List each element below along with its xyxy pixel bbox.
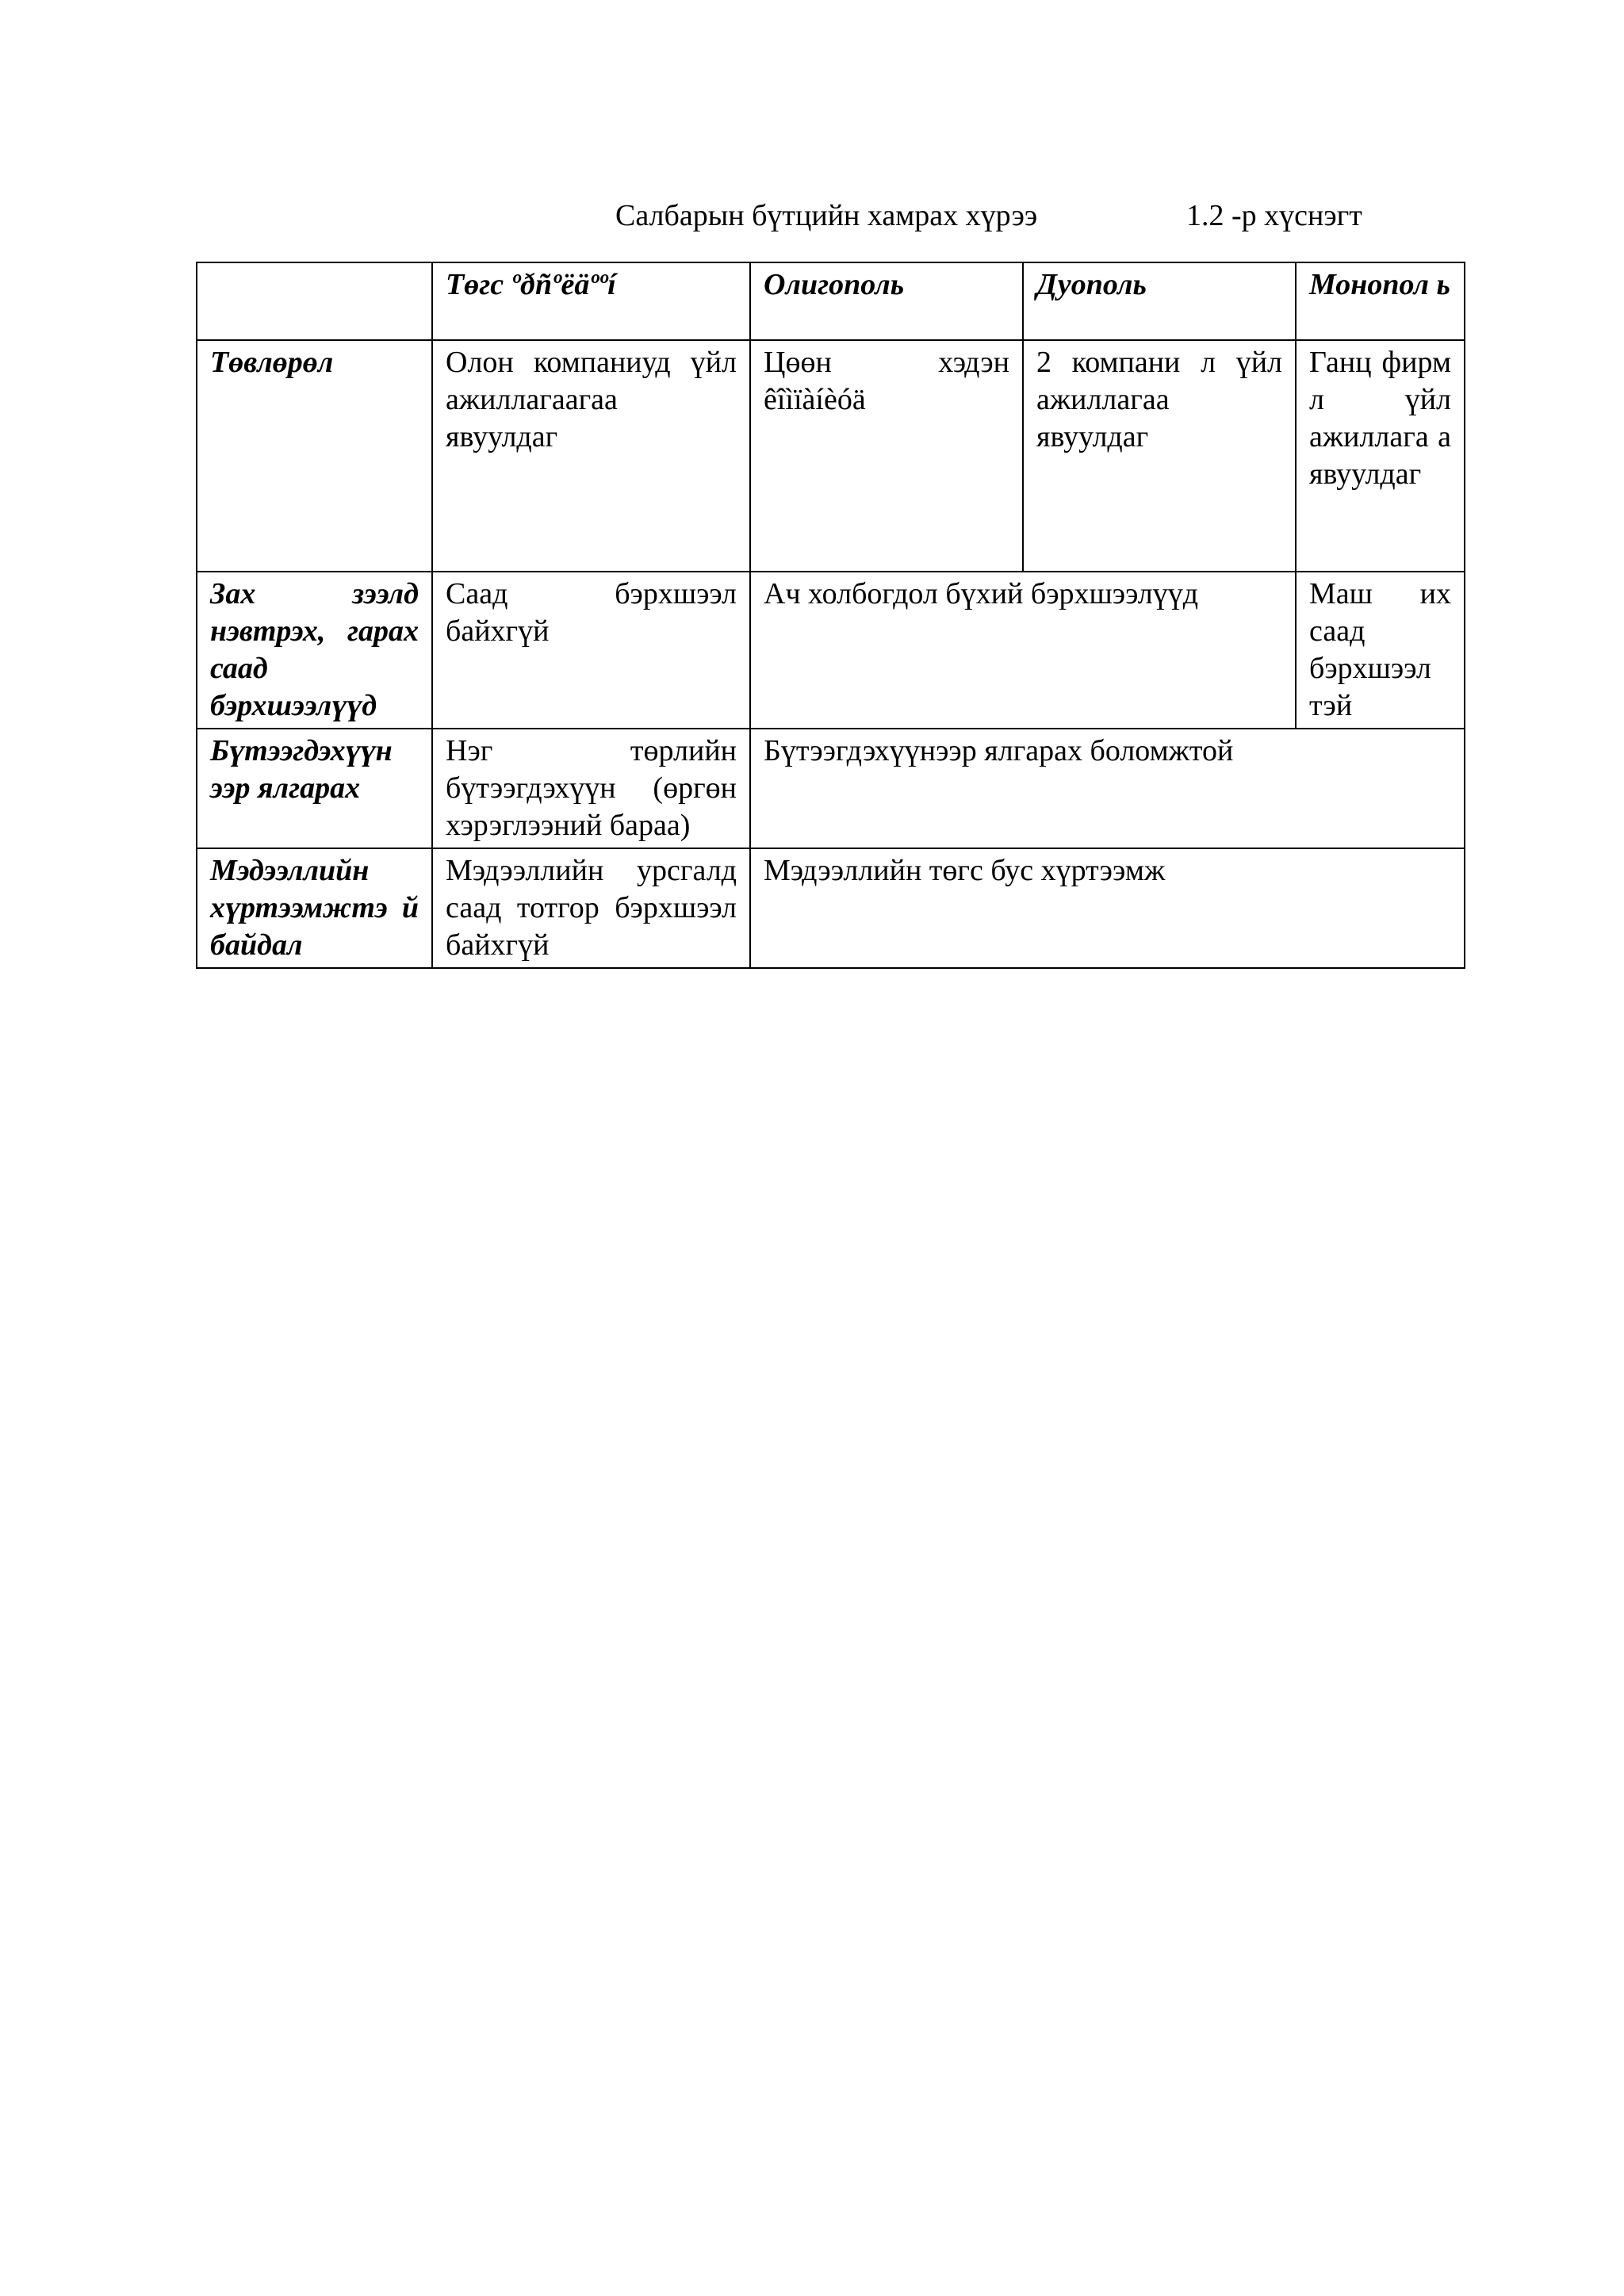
table-cell: Олон компаниуд үйл ажиллагаагаа явуулдаг <box>432 340 750 572</box>
header-cell-duopoly: Дуополь <box>1023 262 1296 340</box>
table-cell: Ганц фирм л үйл ажиллага а явуулдаг <box>1296 340 1465 572</box>
table-cell: 2 компани л үйл ажиллагаа явуулдаг <box>1023 340 1296 572</box>
row-header-entry-barriers: Зах зээлд нэвтрэх, гарах саад бэрхшээлүүд <box>197 572 432 729</box>
table-caption <box>0 195 1624 236</box>
table-title: Салбарын бүтцийн хамрах хүрээ <box>615 199 1038 232</box>
table-cell: Бүтээгдэхүүнээр ялгарах боломжтой <box>750 729 1465 848</box>
table-cell: Цөөн хэдэн êîìïàíèóä <box>750 340 1023 572</box>
table-row <box>197 848 1465 968</box>
header-cell-perfect-competition: Төгс ºðñºëäººí <box>432 262 750 340</box>
table-cell: Нэг төрлийн бүтээгдэхүүн (өргөн хэрэглээний бараа) <box>432 729 750 848</box>
row-header-product-differentiation: Бүтээгдэхүүн ээр ялгарах <box>197 729 432 848</box>
table-cell: Мэдээллийн төгс бус хүртээмж <box>750 848 1465 968</box>
header-cell-empty <box>197 262 432 340</box>
table-cell: Саад бэрхшээл байхгүй <box>432 572 750 729</box>
table-cell: Ач холбогдол бүхий бэрхшээлүүд <box>750 572 1296 729</box>
table-row <box>197 572 1465 729</box>
table-cell: Маш их саад бэрхшээл тэй <box>1296 572 1465 729</box>
row-header-information-access: Мэдээллийн хүртээмжтэ й байдал <box>197 848 432 968</box>
market-structure-table <box>196 262 1465 969</box>
header-cell-monopoly: Монопол ь <box>1296 262 1465 340</box>
row-header-concentration: Төвлөрөл <box>197 340 432 572</box>
table-number: 1.2 -р хүснэгт <box>1186 199 1362 232</box>
header-cell-oligopoly: Олигополь <box>750 262 1023 340</box>
table-cell: Мэдээллийн урсгалд саад тотгор бэрхшээл байхгүй <box>432 848 750 968</box>
table-row <box>197 729 1465 848</box>
table-row <box>197 340 1465 572</box>
table-header-row <box>197 262 1465 340</box>
